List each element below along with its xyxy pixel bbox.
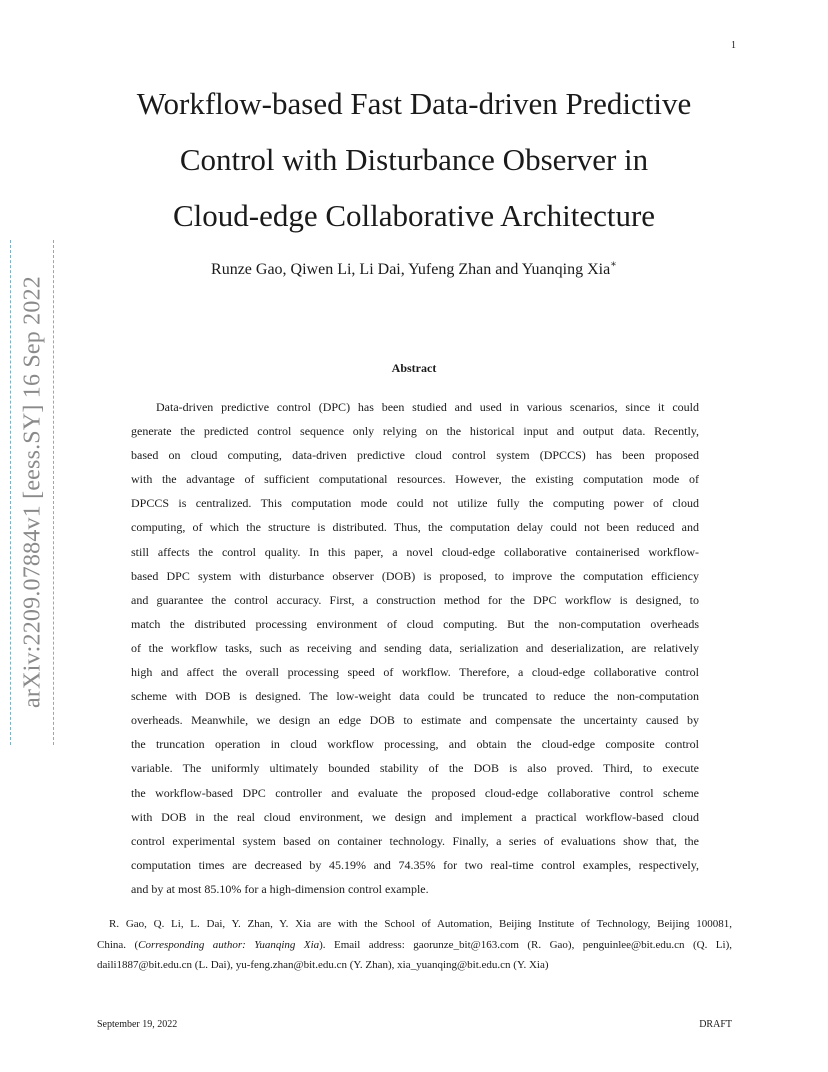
abstract-line: of the workflow tasks, such as receiving and sending data, serialization and deserialization, are relatively [131, 640, 699, 655]
abstract-line: based DPC system with disturbance observer (DOB) is proposed, to improve the computation efficiency [131, 568, 699, 583]
corresponding-author-mark: ∗ [610, 259, 617, 270]
footer-draft-label: DRAFT [699, 1019, 732, 1030]
abstract-line: match the distributed processing environment of cloud computing. But the non-computation overheads [131, 616, 699, 631]
abstract-heading: Abstract [391, 361, 437, 375]
abstract-line: DPCCS is centralized. This computation mode could not utilize fully the computing power of cloud [131, 496, 699, 511]
abstract-line: the truncation operation in cloud workflow processing, and obtain the cloud-edge composite control [131, 737, 699, 752]
footnote-text: China. ( [97, 938, 139, 951]
abstract-body [131, 395, 699, 901]
footer-date: September 19, 2022 [97, 1019, 178, 1030]
title-line: Workflow-based Fast Data-driven Predictive [136, 86, 692, 121]
author-affiliation-footnote [97, 914, 732, 976]
abstract-line: scheme with DOB is designed. The low-weight data could be truncated to reduce the non-computation [131, 689, 699, 704]
abstract-line: and guarantee the control accuracy. First, a construction method for the DPC workflow is designed, to [131, 592, 699, 607]
abstract-line: with DOB in the real cloud environment, we design and implement a practical workflow-based cloud [131, 809, 699, 824]
abstract-line: generate the predicted control sequence only relying on the historical input and output data. Recently, [131, 424, 699, 439]
abstract-line: computation times are decreased by 45.19% and 74.35% for two real-time control examples, respectively, [131, 857, 699, 872]
title-line: Cloud-edge Collaborative Architecture [172, 198, 656, 233]
footnote-line [97, 935, 732, 956]
abstract-line: based on cloud computing, data-driven predictive cloud control system (DPCCS) has been proposed [131, 448, 699, 463]
author-list [90, 253, 738, 282]
abstract-line: and by at most 85.10% for a high-dimension control example. [131, 881, 429, 896]
arxiv-stamp [10, 240, 54, 745]
abstract-line: Data-driven predictive control (DPC) has been studied and used in various scenarios, since it could [156, 400, 699, 414]
abstract-line: computing, of which the structure is distributed. Thus, the computation delay could not been reduced and [131, 520, 699, 535]
author-names: Runze Gao, Qiwen Li, Li Dai, Yufeng Zhan and Yuanqing Xia [211, 261, 611, 278]
footnote-emails: daili1887@bit.edu.cn (L. Dai), yu-feng.zhan@bit.edu.cn (Y. Zhan), xia_yuanqing@bit.edu.cn (Y. Xia) [97, 959, 549, 972]
abstract-line: high and affect the overall processing speed of workflow. Therefore, a cloud-edge collaborative control [131, 665, 699, 680]
abstract-line: with the advantage of sufficient computational resources. However, the existing computation mode of [131, 472, 699, 487]
arxiv-identifier[interactable]: arXiv:2209.07884v1 [eess.SY] 16 Sep 2022 [19, 276, 46, 708]
paper-title [90, 76, 738, 244]
footnote-line: R. Gao, Q. Li, L. Dai, Y. Zhan, Y. Xia are with the School of Automation, Beijing Institute of Technology, Beijing 100081, [109, 918, 732, 930]
page-number: 1 [731, 40, 736, 51]
corresponding-author-note: Corresponding author: Yuanqing Xia [138, 938, 320, 951]
footnote-emails: ). Email address: gaorunze_bit@163.com (R. Gao), penguinlee@bit.edu.cn (Q. Li), [319, 938, 732, 951]
abstract-line: the workflow-based DPC controller and evaluate the proposed cloud-edge collaborative control scheme [131, 785, 699, 800]
abstract-line: overheads. Meanwhile, we design an edge DOB to estimate and compensate the uncertainty caused by [131, 713, 699, 728]
abstract-line: variable. The uniformly ultimately bounded stability of the DOB is also proved. Third, to execute [131, 761, 699, 776]
abstract-line: control experimental system based on container technology. Finally, a series of evaluations show that, the [131, 833, 699, 848]
abstract-line: still affects the control quality. In this paper, a novel cloud-edge collaborative containerised workflow- [131, 544, 699, 559]
title-line: Control with Disturbance Observer in [179, 142, 649, 177]
